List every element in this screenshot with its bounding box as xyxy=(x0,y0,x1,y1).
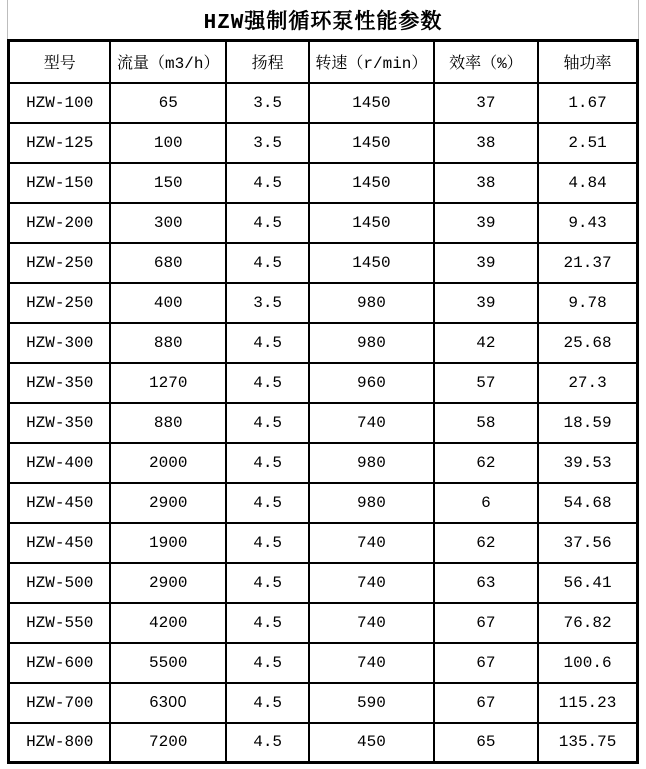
cell-model: HZW-200 xyxy=(9,203,111,243)
cell-speed: 1450 xyxy=(309,203,434,243)
table-row xyxy=(9,603,638,643)
cell-shaft-power: 27.3 xyxy=(538,363,637,403)
cell-head: 4.5 xyxy=(226,403,309,443)
cell-shaft-power: 21.37 xyxy=(538,243,637,283)
table-row xyxy=(9,243,638,283)
cell-flow: 100 xyxy=(110,123,226,163)
cell-head: 4.5 xyxy=(226,323,309,363)
cell-head: 4.5 xyxy=(226,203,309,243)
cell-speed: 980 xyxy=(309,323,434,363)
cell-flow: 150 xyxy=(110,163,226,203)
table-row xyxy=(9,323,638,363)
table-row xyxy=(9,723,638,763)
table-row xyxy=(9,123,638,163)
cell-model: HZW-150 xyxy=(9,163,111,203)
table-row xyxy=(9,203,638,243)
cell-efficiency: 58 xyxy=(434,403,538,443)
cell-shaft-power: 18.59 xyxy=(538,403,637,443)
cell-efficiency: 62 xyxy=(434,523,538,563)
table-row xyxy=(9,403,638,443)
cell-shaft-power: 39.53 xyxy=(538,443,637,483)
table-row xyxy=(9,483,638,523)
cell-flow: 4200 xyxy=(110,603,226,643)
table-row xyxy=(9,163,638,203)
cell-model: HZW-250 xyxy=(9,283,111,323)
cell-flow: 6300 xyxy=(110,683,226,723)
cell-efficiency: 63 xyxy=(434,563,538,603)
cell-flow: 5500 xyxy=(110,643,226,683)
table-row xyxy=(9,83,638,123)
cell-flow: 880 xyxy=(110,403,226,443)
cell-flow: 1900 xyxy=(110,523,226,563)
header-row xyxy=(9,41,638,83)
cell-head: 4.5 xyxy=(226,683,309,723)
spec-table xyxy=(7,39,639,764)
cell-flow: 300 xyxy=(110,203,226,243)
cell-flow: 2000 xyxy=(110,443,226,483)
cell-shaft-power: 135.75 xyxy=(538,723,637,763)
cell-efficiency: 38 xyxy=(434,163,538,203)
cell-shaft-power: 2.51 xyxy=(538,123,637,163)
column-header-model: 型号 xyxy=(9,41,111,83)
cell-shaft-power: 115.23 xyxy=(538,683,637,723)
cell-model: HZW-125 xyxy=(9,123,111,163)
cell-head: 3.5 xyxy=(226,83,309,123)
cell-efficiency: 37 xyxy=(434,83,538,123)
page-title: HZW强制循环泵性能参数 xyxy=(203,11,443,35)
cell-speed: 1450 xyxy=(309,163,434,203)
cell-efficiency: 39 xyxy=(434,203,538,243)
cell-head: 4.5 xyxy=(226,443,309,483)
cell-model: HZW-350 xyxy=(9,363,111,403)
cell-model: HZW-100 xyxy=(9,83,111,123)
cell-head: 4.5 xyxy=(226,483,309,523)
cell-speed: 740 xyxy=(309,643,434,683)
table-row xyxy=(9,563,638,603)
cell-model: HZW-400 xyxy=(9,443,111,483)
cell-flow: 680 xyxy=(110,243,226,283)
column-header-head: 扬程 xyxy=(226,41,309,83)
cell-head: 4.5 xyxy=(226,603,309,643)
cell-flow: 2900 xyxy=(110,563,226,603)
cell-flow: 7200 xyxy=(110,723,226,763)
cell-efficiency: 65 xyxy=(434,723,538,763)
cell-speed: 740 xyxy=(309,523,434,563)
cell-model: HZW-600 xyxy=(9,643,111,683)
column-header-flow: 流量（m3/h） xyxy=(110,41,226,83)
cell-speed: 450 xyxy=(309,723,434,763)
cell-model: HZW-450 xyxy=(9,483,111,523)
cell-efficiency: 42 xyxy=(434,323,538,363)
cell-flow: 2900 xyxy=(110,483,226,523)
cell-head: 4.5 xyxy=(226,243,309,283)
cell-model: HZW-800 xyxy=(9,723,111,763)
cell-flow: 400 xyxy=(110,283,226,323)
cell-head: 4.5 xyxy=(226,643,309,683)
cell-head: 4.5 xyxy=(226,723,309,763)
cell-flow: 1270 xyxy=(110,363,226,403)
cell-speed: 1450 xyxy=(309,83,434,123)
cell-head: 4.5 xyxy=(226,523,309,563)
cell-efficiency: 67 xyxy=(434,603,538,643)
cell-speed: 980 xyxy=(309,443,434,483)
cell-speed: 980 xyxy=(309,483,434,523)
cell-efficiency: 6 xyxy=(434,483,538,523)
cell-efficiency: 67 xyxy=(434,643,538,683)
cell-model: HZW-350 xyxy=(9,403,111,443)
cell-efficiency: 62 xyxy=(434,443,538,483)
cell-shaft-power: 9.43 xyxy=(538,203,637,243)
cell-shaft-power: 9.78 xyxy=(538,283,637,323)
cell-head: 4.5 xyxy=(226,163,309,203)
cell-shaft-power: 76.82 xyxy=(538,603,637,643)
column-header-efficiency: 效率（%） xyxy=(434,41,538,83)
cell-model: HZW-500 xyxy=(9,563,111,603)
cell-speed: 740 xyxy=(309,603,434,643)
table-row xyxy=(9,363,638,403)
cell-shaft-power: 56.41 xyxy=(538,563,637,603)
cell-efficiency: 39 xyxy=(434,243,538,283)
cell-model: HZW-550 xyxy=(9,603,111,643)
cell-efficiency: 57 xyxy=(434,363,538,403)
cell-model: HZW-300 xyxy=(9,323,111,363)
table-row xyxy=(9,523,638,563)
cell-shaft-power: 37.56 xyxy=(538,523,637,563)
cell-speed: 980 xyxy=(309,283,434,323)
cell-head: 4.5 xyxy=(226,563,309,603)
cell-head: 4.5 xyxy=(226,363,309,403)
cell-shaft-power: 25.68 xyxy=(538,323,637,363)
cell-flow: 65 xyxy=(110,83,226,123)
cell-speed: 590 xyxy=(309,683,434,723)
cell-speed: 1450 xyxy=(309,243,434,283)
cell-efficiency: 67 xyxy=(434,683,538,723)
table-row xyxy=(9,283,638,323)
cell-shaft-power: 1.67 xyxy=(538,83,637,123)
cell-speed: 740 xyxy=(309,563,434,603)
cell-head: 3.5 xyxy=(226,123,309,163)
table-row xyxy=(9,683,638,723)
cell-head: 3.5 xyxy=(226,283,309,323)
cell-model: HZW-250 xyxy=(9,243,111,283)
cell-speed: 1450 xyxy=(309,123,434,163)
table-body xyxy=(9,83,638,763)
table-row xyxy=(9,643,638,683)
cell-efficiency: 38 xyxy=(434,123,538,163)
cell-efficiency: 39 xyxy=(434,283,538,323)
table-row xyxy=(9,443,638,483)
cell-flow: 880 xyxy=(110,323,226,363)
column-header-shaft-power: 轴功率 xyxy=(538,41,637,83)
column-header-speed: 转速（r/min） xyxy=(309,41,434,83)
cell-shaft-power: 4.84 xyxy=(538,163,637,203)
cell-speed: 960 xyxy=(309,363,434,403)
title-band xyxy=(7,0,639,39)
cell-shaft-power: 100.6 xyxy=(538,643,637,683)
cell-speed: 740 xyxy=(309,403,434,443)
cell-model: HZW-450 xyxy=(9,523,111,563)
cell-model: HZW-700 xyxy=(9,683,111,723)
cell-shaft-power: 54.68 xyxy=(538,483,637,523)
